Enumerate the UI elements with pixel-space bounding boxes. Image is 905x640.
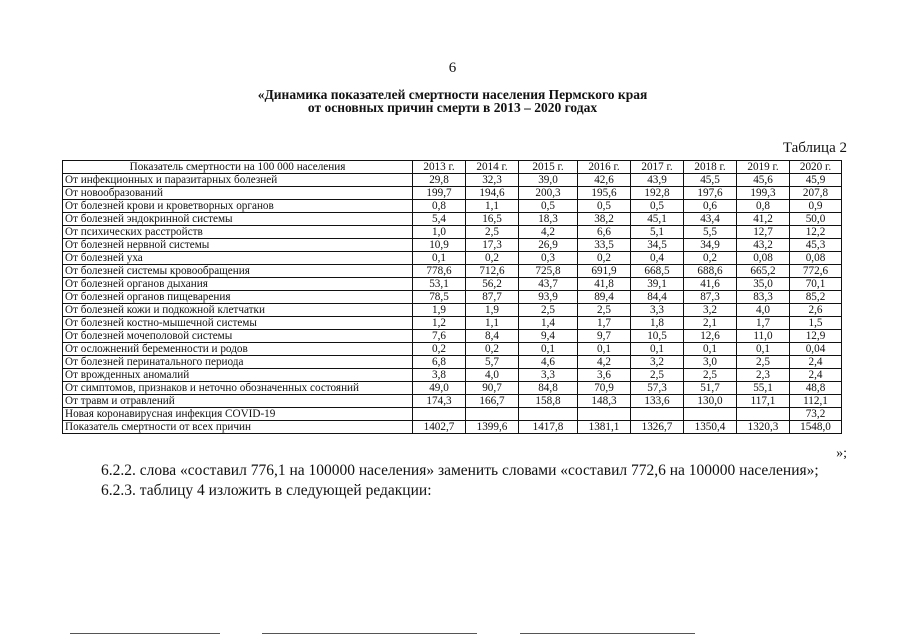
- table-cell: 0,8: [413, 200, 466, 213]
- table-cell: 0,2: [684, 252, 737, 265]
- table-row: [63, 369, 842, 382]
- column-header: 2015 г.: [519, 161, 578, 174]
- table-cell: [631, 408, 684, 421]
- table-cell: 0,1: [578, 343, 631, 356]
- table-cell: 194,6: [466, 187, 519, 200]
- table-row: [63, 200, 842, 213]
- table-cell: 0,2: [413, 343, 466, 356]
- table-cell: 668,5: [631, 265, 684, 278]
- table-cell: 0,4: [631, 252, 684, 265]
- table-cell: 2,5: [466, 226, 519, 239]
- table-cell: 12,9: [790, 330, 842, 343]
- table-cell: 688,6: [684, 265, 737, 278]
- table-cell: 39,0: [519, 174, 578, 187]
- row-label: От болезней органов пищеварения: [63, 291, 413, 304]
- table-cell: 29,8: [413, 174, 466, 187]
- row-label: От болезней нервной системы: [63, 239, 413, 252]
- table-cell: 8,4: [466, 330, 519, 343]
- table-row: [63, 330, 842, 343]
- table-cell: 0,5: [578, 200, 631, 213]
- table-cell: [413, 408, 466, 421]
- table-cell: 12,6: [684, 330, 737, 343]
- table-cell: 42,6: [578, 174, 631, 187]
- table-cell: 43,9: [631, 174, 684, 187]
- table-cell: 1,2: [413, 317, 466, 330]
- table-cell: 3,2: [684, 304, 737, 317]
- row-label: От болезней костно-мышечной системы: [63, 317, 413, 330]
- table-cell: 84,4: [631, 291, 684, 304]
- row-label: От врожденных аномалий: [63, 369, 413, 382]
- table-cell: 2,5: [737, 356, 790, 369]
- table-cell: 1,1: [466, 200, 519, 213]
- table-cell: 87,7: [466, 291, 519, 304]
- table-cell: 200,3: [519, 187, 578, 200]
- table-cell: 45,9: [790, 174, 842, 187]
- table-cell: 665,2: [737, 265, 790, 278]
- table-cell: 0,2: [466, 252, 519, 265]
- table-cell: [684, 408, 737, 421]
- table-row: [63, 213, 842, 226]
- table-cell: 6,8: [413, 356, 466, 369]
- table-cell: 12,7: [737, 226, 790, 239]
- table-cell: 18,3: [519, 213, 578, 226]
- table-cell: 2,4: [790, 356, 842, 369]
- table-cell: 45,5: [684, 174, 737, 187]
- paragraph-6-2-2: 6.2.2. слова «составил 776,1 на 100000 населения» заменить словами «составил 772,6 на 100000 населения»;: [101, 462, 819, 479]
- table-cell: 32,3: [466, 174, 519, 187]
- table-cell: 85,2: [790, 291, 842, 304]
- table-cell: 45,6: [737, 174, 790, 187]
- title-line-1: «Динамика показателей смертности населения Пермского края: [257, 87, 648, 102]
- table-cell: 3,3: [519, 369, 578, 382]
- table-cell: 5,4: [413, 213, 466, 226]
- table-cell: 5,5: [684, 226, 737, 239]
- table-cell: 148,3: [578, 395, 631, 408]
- table-cell: 195,6: [578, 187, 631, 200]
- table-row: [63, 421, 842, 434]
- table-cell: 43,7: [519, 278, 578, 291]
- table-cell: 158,8: [519, 395, 578, 408]
- table-row: [63, 252, 842, 265]
- table-cell: 73,2: [790, 408, 842, 421]
- column-header: 2019 г.: [737, 161, 790, 174]
- row-label: От болезней системы кровообращения: [63, 265, 413, 278]
- table-cell: 0,08: [737, 252, 790, 265]
- column-header: Показатель смертности на 100 000 населения: [63, 161, 413, 174]
- table-cell: 3,8: [413, 369, 466, 382]
- table-cell: 84,8: [519, 382, 578, 395]
- table-cell: 70,9: [578, 382, 631, 395]
- row-label: От болезней кожи и подкожной клетчатки: [63, 304, 413, 317]
- table-row: [63, 239, 842, 252]
- row-label: От болезней перинатального периода: [63, 356, 413, 369]
- row-label: От психических расстройств: [63, 226, 413, 239]
- footer-rule: [520, 633, 695, 634]
- table-cell: 2,5: [578, 304, 631, 317]
- table-cell: 2,3: [737, 369, 790, 382]
- table-cell: 49,0: [413, 382, 466, 395]
- table-cell: 0,1: [631, 343, 684, 356]
- table-cell: 0,8: [737, 200, 790, 213]
- table-cell: 1399,6: [466, 421, 519, 434]
- table-row: [63, 304, 842, 317]
- table-cell: 1417,8: [519, 421, 578, 434]
- table-cell: 9,4: [519, 330, 578, 343]
- table-cell: 41,8: [578, 278, 631, 291]
- column-header: 2014 г.: [466, 161, 519, 174]
- title-line-2: от основных причин смерти в 2013 – 2020 годах: [307, 100, 598, 115]
- table-cell: 5,1: [631, 226, 684, 239]
- table-cell: 3,0: [684, 356, 737, 369]
- document-title: [0, 88, 905, 114]
- table-cell: 7,6: [413, 330, 466, 343]
- table-row: [63, 317, 842, 330]
- table-cell: 1,1: [466, 317, 519, 330]
- table-cell: 2,5: [519, 304, 578, 317]
- table-cell: 1548,0: [790, 421, 842, 434]
- table-cell: 1,5: [790, 317, 842, 330]
- table-cell: 199,7: [413, 187, 466, 200]
- table-cell: 93,9: [519, 291, 578, 304]
- table-cell: 2,5: [684, 369, 737, 382]
- column-header: 2017 г.: [631, 161, 684, 174]
- closing-quote: »;: [836, 446, 847, 461]
- row-label: От болезней мочеполовой системы: [63, 330, 413, 343]
- table-cell: 56,2: [466, 278, 519, 291]
- table-cell: 48,8: [790, 382, 842, 395]
- table-cell: 1,9: [413, 304, 466, 317]
- table-cell: [737, 408, 790, 421]
- table-cell: 778,6: [413, 265, 466, 278]
- table-header-row: [63, 161, 842, 174]
- table-cell: 39,1: [631, 278, 684, 291]
- table-cell: 33,5: [578, 239, 631, 252]
- table-cell: 199,3: [737, 187, 790, 200]
- paragraph-6-2-3: 6.2.3. таблицу 4 изложить в следующей редакции:: [101, 482, 432, 499]
- table-cell: 0,3: [519, 252, 578, 265]
- table-cell: 50,0: [790, 213, 842, 226]
- table-cell: 35,0: [737, 278, 790, 291]
- table-cell: 43,2: [737, 239, 790, 252]
- table-cell: 55,1: [737, 382, 790, 395]
- table-body: [63, 174, 842, 434]
- row-label: От болезней уха: [63, 252, 413, 265]
- table-row: [63, 174, 842, 187]
- column-header: 2018 г.: [684, 161, 737, 174]
- table-cell: 0,6: [684, 200, 737, 213]
- table-cell: 12,2: [790, 226, 842, 239]
- table-cell: 0,9: [790, 200, 842, 213]
- table-cell: 0,5: [519, 200, 578, 213]
- table-cell: 0,08: [790, 252, 842, 265]
- table-cell: 0,5: [631, 200, 684, 213]
- row-label: От травм и отравлений: [63, 395, 413, 408]
- table-cell: 45,1: [631, 213, 684, 226]
- page-number: 6: [448, 60, 457, 76]
- table-cell: 41,2: [737, 213, 790, 226]
- table-cell: 207,8: [790, 187, 842, 200]
- table-cell: 2,4: [790, 369, 842, 382]
- row-label: От болезней крови и кроветворных органов: [63, 200, 413, 213]
- row-label: От осложнений беременности и родов: [63, 343, 413, 356]
- table-row: [63, 343, 842, 356]
- table-cell: 725,8: [519, 265, 578, 278]
- table-cell: 3,2: [631, 356, 684, 369]
- table-cell: 1350,4: [684, 421, 737, 434]
- table-cell: 17,3: [466, 239, 519, 252]
- table-cell: 4,0: [466, 369, 519, 382]
- table-cell: 772,6: [790, 265, 842, 278]
- column-header: 2020 г.: [790, 161, 842, 174]
- table-row: [63, 278, 842, 291]
- table-cell: 89,4: [578, 291, 631, 304]
- table-row: [63, 382, 842, 395]
- table-cell: 26,9: [519, 239, 578, 252]
- column-header: 2013 г.: [413, 161, 466, 174]
- table-cell: 0,1: [737, 343, 790, 356]
- table-cell: 117,1: [737, 395, 790, 408]
- table-cell: [466, 408, 519, 421]
- row-label: От инфекционных и паразитарных болезней: [63, 174, 413, 187]
- table-row: [63, 395, 842, 408]
- table-cell: 57,3: [631, 382, 684, 395]
- table-cell: 1,8: [631, 317, 684, 330]
- table-cell: 1381,1: [578, 421, 631, 434]
- table-cell: 691,9: [578, 265, 631, 278]
- table-cell: 0,2: [466, 343, 519, 356]
- table-cell: 1,0: [413, 226, 466, 239]
- table-cell: 10,5: [631, 330, 684, 343]
- table-cell: 51,7: [684, 382, 737, 395]
- table-cell: 1402,7: [413, 421, 466, 434]
- table-cell: 0,1: [519, 343, 578, 356]
- table-cell: 0,1: [684, 343, 737, 356]
- table-cell: 5,7: [466, 356, 519, 369]
- table-caption: Таблица 2: [782, 140, 847, 156]
- table-cell: 10,9: [413, 239, 466, 252]
- table-cell: [519, 408, 578, 421]
- row-label: От симптомов, признаков и неточно обозначенных состояний: [63, 382, 413, 395]
- table-cell: 16,5: [466, 213, 519, 226]
- table-row: [63, 408, 842, 421]
- table-cell: 192,8: [631, 187, 684, 200]
- row-label: Новая коронавирусная инфекция COVID-19: [63, 408, 413, 421]
- table-cell: 2,1: [684, 317, 737, 330]
- table-cell: 1,7: [578, 317, 631, 330]
- table-cell: 4,6: [519, 356, 578, 369]
- table-cell: 1,4: [519, 317, 578, 330]
- table-cell: 197,6: [684, 187, 737, 200]
- table-cell: 166,7: [466, 395, 519, 408]
- table-cell: 41,6: [684, 278, 737, 291]
- table-cell: 2,5: [631, 369, 684, 382]
- table-cell: 0,04: [790, 343, 842, 356]
- column-header: 2016 г.: [578, 161, 631, 174]
- mortality-table: [62, 160, 842, 434]
- footer-rule: [262, 633, 477, 634]
- table-cell: 9,7: [578, 330, 631, 343]
- table-cell: 90,7: [466, 382, 519, 395]
- table-cell: 112,1: [790, 395, 842, 408]
- table-cell: 1,7: [737, 317, 790, 330]
- row-label: От болезней органов дыхания: [63, 278, 413, 291]
- table-cell: 43,4: [684, 213, 737, 226]
- table-cell: 78,5: [413, 291, 466, 304]
- table-row: [63, 291, 842, 304]
- table-cell: 3,3: [631, 304, 684, 317]
- row-label: От болезней эндокринной системы: [63, 213, 413, 226]
- table-cell: 38,2: [578, 213, 631, 226]
- table-cell: 2,6: [790, 304, 842, 317]
- table-cell: 133,6: [631, 395, 684, 408]
- table-cell: 1,9: [466, 304, 519, 317]
- table-cell: 0,1: [413, 252, 466, 265]
- table-cell: 1320,3: [737, 421, 790, 434]
- table-cell: 4,2: [578, 356, 631, 369]
- row-label: От новообразований: [63, 187, 413, 200]
- table-cell: 87,3: [684, 291, 737, 304]
- table-cell: 4,0: [737, 304, 790, 317]
- table-cell: 34,5: [631, 239, 684, 252]
- table-row: [63, 356, 842, 369]
- table-cell: 174,3: [413, 395, 466, 408]
- table-cell: 6,6: [578, 226, 631, 239]
- table-cell: 11,0: [737, 330, 790, 343]
- table-cell: [578, 408, 631, 421]
- table-cell: 53,1: [413, 278, 466, 291]
- footer-rule: [70, 633, 220, 634]
- table-row: [63, 265, 842, 278]
- table-cell: 130,0: [684, 395, 737, 408]
- table-cell: 83,3: [737, 291, 790, 304]
- table-row: [63, 226, 842, 239]
- table-cell: 70,1: [790, 278, 842, 291]
- table-row: [63, 187, 842, 200]
- row-label: Показатель смертности от всех причин: [63, 421, 413, 434]
- table-cell: 45,3: [790, 239, 842, 252]
- table-cell: 34,9: [684, 239, 737, 252]
- table-cell: 4,2: [519, 226, 578, 239]
- table-cell: 1326,7: [631, 421, 684, 434]
- table-cell: 0,2: [578, 252, 631, 265]
- table-cell: 3,6: [578, 369, 631, 382]
- table-cell: 712,6: [466, 265, 519, 278]
